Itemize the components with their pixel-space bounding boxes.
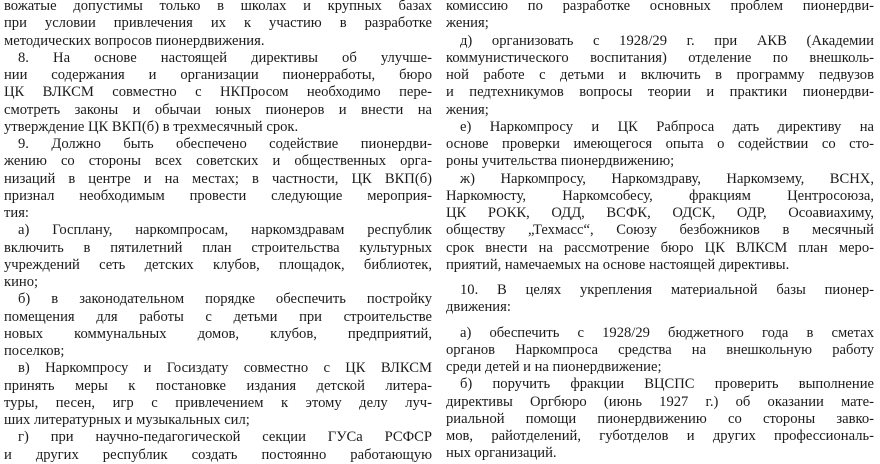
text-line: учреждений сеть детских клубов, площадок, библиотек, [4,256,432,273]
item-b-start: б) в законодательном порядке обеспечить постройку [18,291,432,308]
text-line: ных организаций. [446,445,557,462]
text-line: ной работе с детьми и включить в программу педвузов [446,67,874,83]
right-column [446,0,874,463]
text-line: ЦК ВЛКСМ совместно с НКПросом необходимо пере- [4,84,432,101]
text-line: утверждение ЦК ВКП(б) в трехмесячный срок. [4,118,299,135]
text-line: жения; [446,15,489,32]
paragraph-gap [446,317,874,325]
text-line: приятий, намечаемых на основе настоящей директивы. [446,256,790,273]
text-line: основе проверки имеющегося опыта о содействии со сто- [446,136,874,152]
text-line: помещения для работы с детьми при строительстве [4,308,432,325]
item-g-start: г) при научно-педагогической секции ГУСа РСФСР [18,429,432,446]
text-line: признал необходимым провести следующие мероприя- [4,187,432,204]
text-line: принять меры к постановке издания детской литера- [4,377,432,394]
text-line: Наркомюсту, Наркомсобесу, фракциям Центросоюза, [446,187,874,204]
text-line: кино; [4,274,39,290]
text-line: смотреть законы и обычаи юных пионеров и внести на [4,101,432,118]
text-line: мов, райотделений, губотделов и других профессиональ- [446,428,874,444]
text-line: роны учительства пионердвижению; [446,153,675,170]
item-d-start: д) организовать с 1928/29 г. при АКВ (Академии [460,32,874,49]
text-line: нии содержания и организации пионерработы, бюро [4,67,432,83]
text-line: ЦК РОКК, ОДД, ВСФК, ОДСК, ОДР, Осоавиахиму, [446,205,874,221]
paragraph-gap [446,274,874,282]
paragraph-10-start: 10. В целях укрепления материальной базы пионер- [460,282,874,298]
text-line: новых коммунальных домов, клубов, предприятий, [4,325,432,342]
item-zh-start: ж) Наркомпросу, Наркомздраву, Наркомзему, ВСНХ, [460,170,874,187]
text-line: жению со стороны всех советских и общественных орга- [4,153,432,170]
text-line: комиссию по разработке основных проблем пионердви- [446,0,874,14]
text-line: туры, песен, игр с привлечением к этому делу луч- [4,394,432,411]
text-line: движения: [446,299,511,316]
text-line: поселков; [4,343,65,359]
text-line: ших литературных и музыкальных сил; [4,412,250,428]
text-line: включить в пятилетний план строительства культурных [4,239,432,256]
item-a-start: а) Госплану, наркомпросам, наркомздравам республик [18,222,432,239]
item-b-start: б) поручить фракции ВЦСПС проверить выполнение [460,376,874,393]
text-line: и других республик создать постоянно работающую [4,446,432,463]
text-line: жения; [446,101,489,118]
text-line: среди детей и на пионердвижение; [446,359,662,375]
text-line: и педтехникумов вопросы теории и практики пионердви- [446,84,874,101]
text-line: методических вопросов пионердвижения. [4,32,265,49]
item-a-start: а) обеспечить с 1928/29 бюджетного года в сметах [460,324,874,341]
paragraph-8-start: 8. На основе настоящей директивы об улучше- [18,49,432,66]
text-line: риальной помощи пионердвижению со стороны завко- [446,410,874,427]
text-line: низаций в центре и на местах; в частности, ЦК ВКП(б) [4,170,432,187]
item-v-start: в) Наркомпросу и Госиздату совместно с ЦК ВЛКСМ [18,360,432,377]
left-column [4,0,432,464]
text-line: обществу „Техмасс“, Союзу безбожников в месячный [446,222,874,239]
text-line: органов Наркомпроса средства на внешкольную работу [446,341,874,358]
text-line: вожатые допустимы только в школах и крупных базах [4,0,432,14]
paragraph-9-start: 9. Должно быть обеспечено содействие пионердви- [18,136,432,152]
text-line: срок внести на рассмотрение бюро ЦК ВЛКСМ план меро- [446,239,874,256]
text-line: коммунистического воспитания) отделение по внешколь- [446,49,874,66]
text-line: тия: [4,205,29,221]
text-line: директивы Оргбюро (июнь 1927 г.) об оказании мате- [446,393,874,410]
item-e-start: е) Наркомпросу и ЦК Рабпроса дать директиву на [460,118,874,135]
text-line: при условии привлечения их к участию в разработке [4,15,432,32]
